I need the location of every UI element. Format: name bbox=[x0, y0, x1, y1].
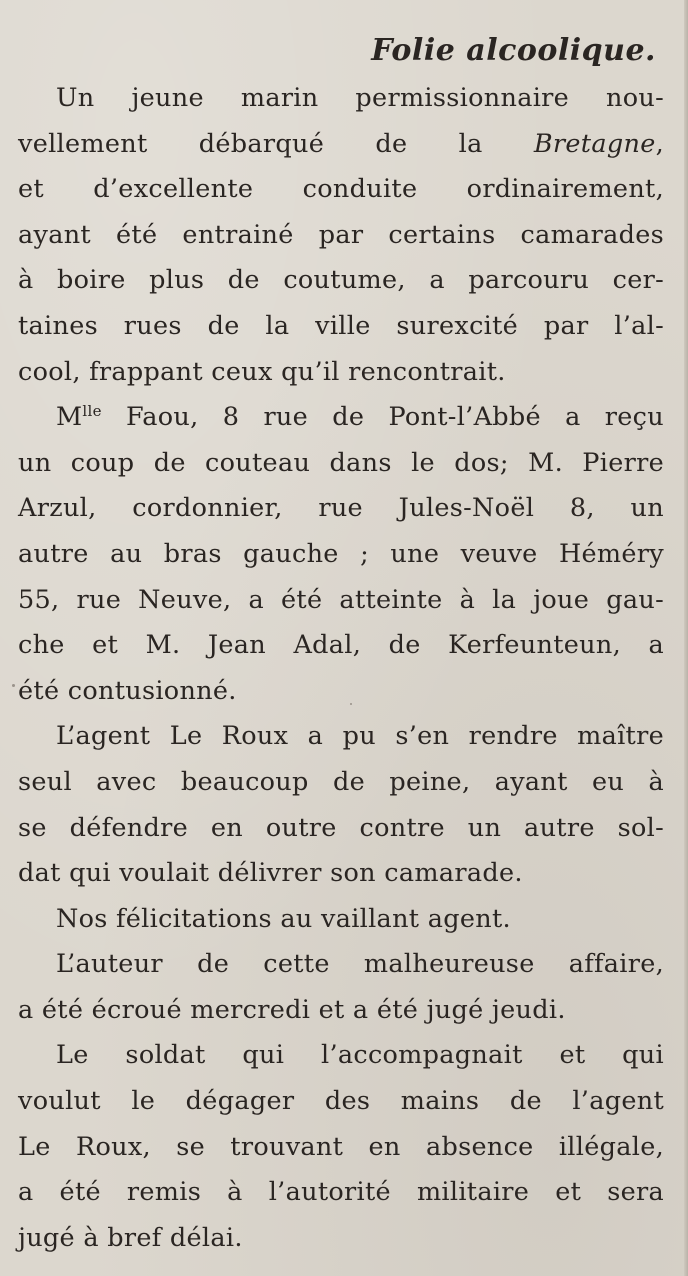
text-line: a été écroué mercredi et a été jugé jeudi. bbox=[18, 994, 566, 1025]
paragraph-3 bbox=[18, 714, 664, 896]
text-line: a été remis à l’autorité militaire et sera bbox=[18, 1177, 664, 1208]
text-line: taines rues de la ville surexcité par l’al- bbox=[18, 310, 664, 341]
article-title: Folie alcoolique. bbox=[371, 33, 656, 68]
paragraph-1 bbox=[18, 76, 664, 395]
text-line: autre au bras gauche ; une veuve Héméry bbox=[18, 538, 664, 569]
paragraph-5 bbox=[18, 942, 664, 1033]
text-line: et d’excellente conduite ordinairement, bbox=[18, 174, 664, 205]
superscript: lle bbox=[82, 402, 102, 421]
text-line: che et M. Jean Adal, de Kerfeunteun, a bbox=[18, 630, 664, 661]
text-line: jugé à bref délai. bbox=[18, 1222, 243, 1253]
text-line: un coup de couteau dans le dos; M. Pierre bbox=[18, 447, 664, 478]
italic-word: Bretagne bbox=[533, 128, 656, 159]
text-segment: Faou, 8 rue de Pont-l’Abbé a reçu bbox=[101, 402, 664, 433]
text-line: Nos félicitations au vaillant agent. bbox=[56, 903, 511, 934]
text-line: voulut le dégager des mains de l’agent bbox=[18, 1086, 664, 1117]
text-line: Le soldat qui l’accompagnait et qui bbox=[56, 1040, 664, 1071]
paper-edge bbox=[684, 0, 688, 1276]
text-line: Un jeune marin permissionnaire nou- bbox=[56, 83, 664, 113]
text-line bbox=[18, 122, 664, 168]
paragraph-2 bbox=[18, 395, 664, 714]
paragraph-6 bbox=[18, 1033, 664, 1261]
text-line: à boire plus de coutume, a parcouru cer- bbox=[18, 265, 664, 296]
article bbox=[18, 26, 664, 1261]
ink-speck bbox=[12, 684, 15, 687]
text-line: dat qui voulait délivrer son camarade. bbox=[18, 858, 523, 889]
text-segment: vellement débarqué de la bbox=[18, 128, 534, 159]
text-line: ayant été entrainé par certains camarades bbox=[18, 219, 664, 250]
text-segment: M bbox=[56, 402, 83, 433]
text-line: été contusionné. bbox=[18, 675, 237, 706]
paragraph-4 bbox=[18, 897, 664, 943]
text-line: Le Roux, se trouvant en absence illégale, bbox=[18, 1131, 664, 1162]
text-segment: , bbox=[655, 128, 664, 159]
text-line: Arzul, cordonnier, rue Jules-Noël 8, un bbox=[18, 493, 664, 524]
text-line: seul avec beaucoup de peine, ayant eu à bbox=[18, 766, 664, 797]
text-line: 55, rue Neuve, a été atteinte à la joue gau- bbox=[18, 584, 664, 615]
text-line: L’agent Le Roux a pu s’en rendre maître bbox=[56, 721, 664, 752]
text-line: cool, frappant ceux qu’il rencontrait. bbox=[18, 356, 506, 387]
text-line: se défendre en outre contre un autre sol- bbox=[18, 812, 664, 843]
text-line bbox=[18, 395, 664, 441]
text-line: L’auteur de cette malheureuse affaire, bbox=[56, 949, 664, 980]
